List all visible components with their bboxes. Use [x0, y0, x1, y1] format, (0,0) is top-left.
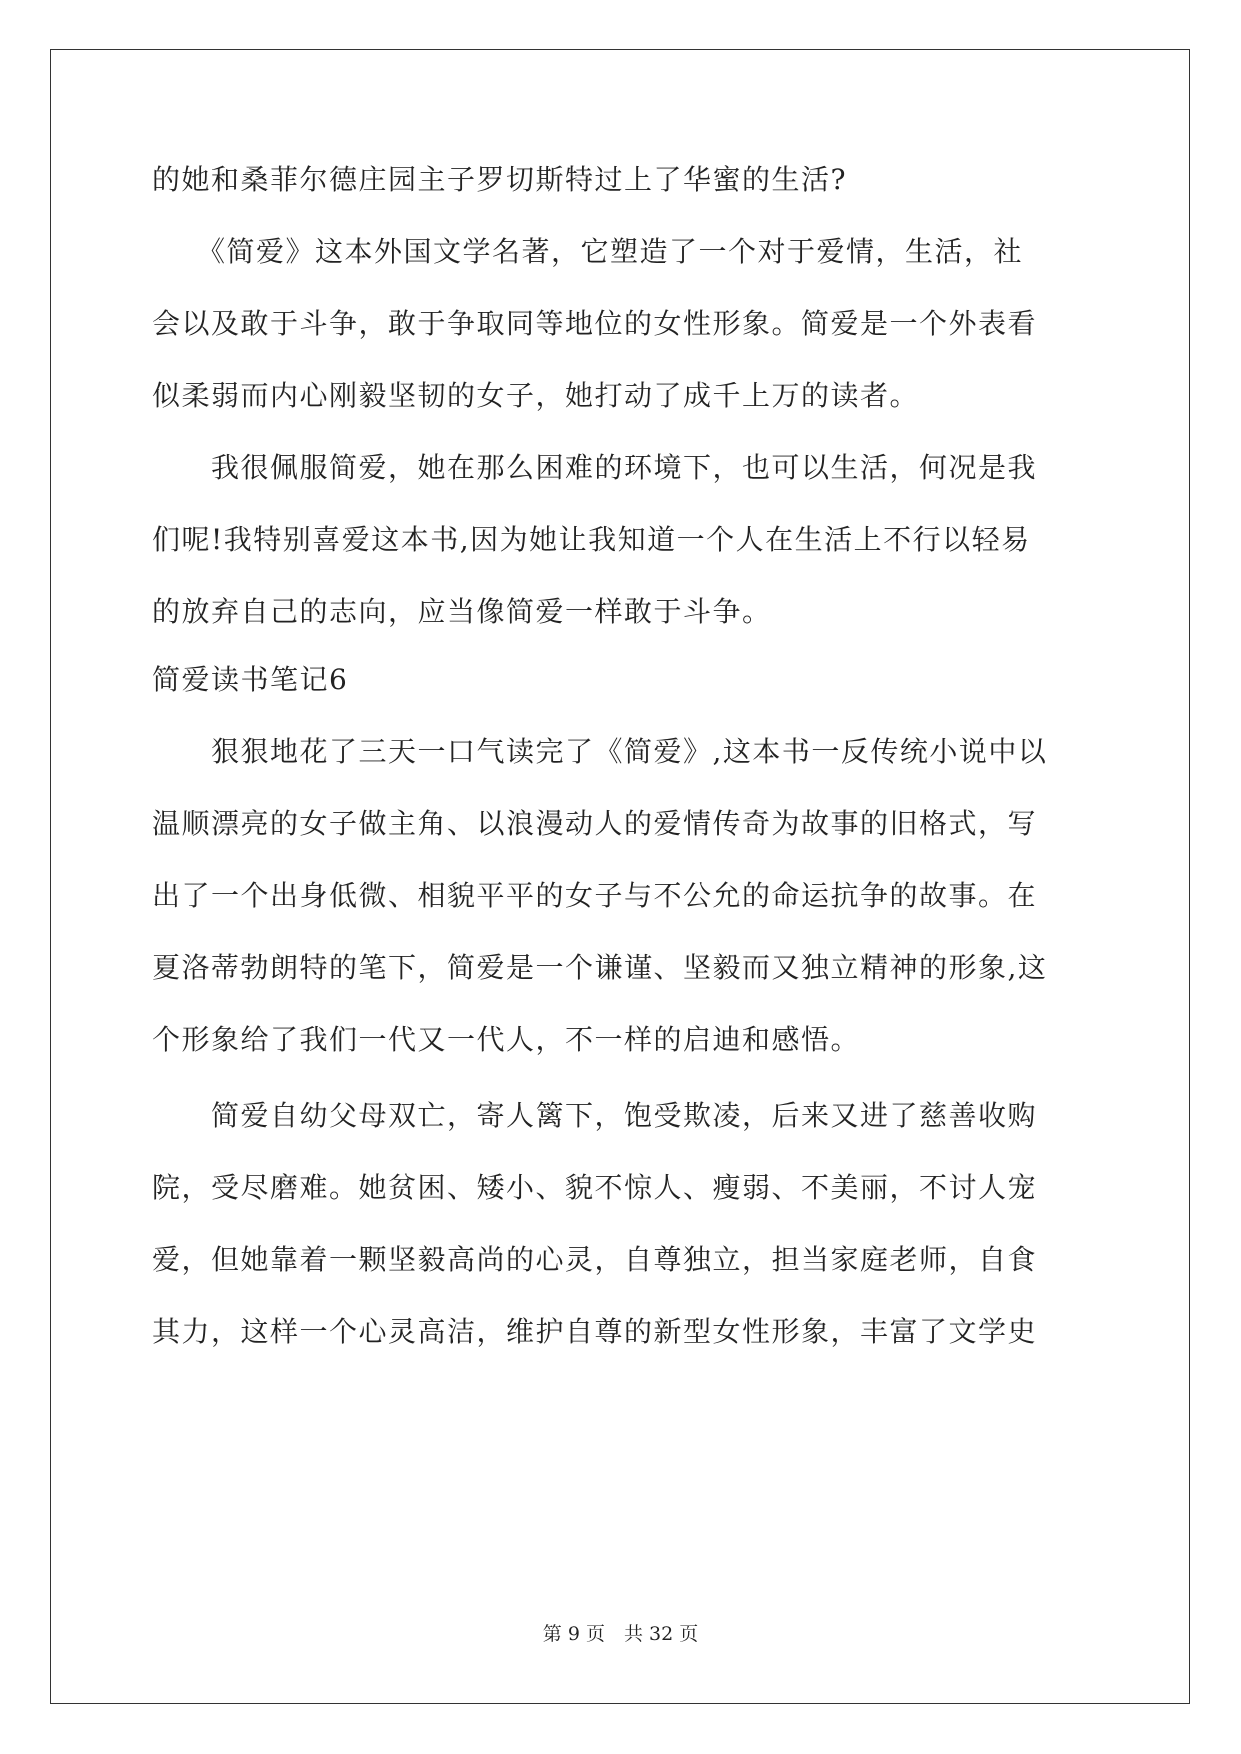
text-line: 的放弃自己的志向，应当像简爱一样敢于斗争。 — [152, 595, 772, 628]
page-number-footer: 第 9 页 共 32 页 — [542, 1623, 699, 1645]
text-line: 的她和桑菲尔德庄园主子罗切斯特过上了华蜜的生活? — [152, 163, 848, 196]
text-line: 其力，这样一个心灵高洁，维护自尊的新型女性形象，丰富了文学史 — [152, 1315, 1038, 1348]
text-line: 似柔弱而内心刚毅坚韧的女子，她打动了成千上万的读者。 — [152, 379, 920, 412]
section-heading: 简爱读书笔记6 — [152, 663, 349, 696]
page-border — [50, 49, 1190, 1704]
text-line: 爱，但她靠着一颗坚毅高尚的心灵，自尊独立，担当家庭老师，自食 — [152, 1243, 1038, 1276]
paragraph-first-line: 我很佩服简爱，她在那么困难的环境下，也可以生活，何况是我 — [152, 451, 1038, 484]
text-line: 们呢!我特别喜爱这本书,因为她让我知道一个人在生活上不行以轻易 — [152, 523, 1031, 556]
paragraph-first-line: 简爱自幼父母双亡，寄人篱下，饱受欺凌，后来又进了慈善收购 — [152, 1099, 1038, 1132]
text-line: 夏洛蒂勃朗特的笔下，简爱是一个谦谨、坚毅而又独立精神的形象,这 — [152, 951, 1048, 984]
text-line: 温顺漂亮的女子做主角、以浪漫动人的爱情传奇为故事的旧格式，写 — [152, 807, 1038, 840]
text-line: 会以及敢于斗争，敢于争取同等地位的女性形象。简爱是一个外表看 — [152, 307, 1038, 340]
paragraph-first-line: 狠狠地花了三天一口气读完了《简爱》,这本书一反传统小说中以 — [152, 735, 1048, 768]
text-line: 院，受尽磨难。她贫困、矮小、貌不惊人、瘦弱、不美丽，不讨人宠 — [152, 1171, 1038, 1204]
text-line: 出了一个出身低微、相貌平平的女子与不公允的命运抗争的故事。在 — [152, 879, 1038, 912]
paragraph-first-line: 《简爱》这本外国文学名著，它塑造了一个对于爱情，生活，社 — [152, 235, 1024, 268]
text-line: 个形象给了我们一代又一代人，不一样的启迪和感悟。 — [152, 1023, 861, 1056]
